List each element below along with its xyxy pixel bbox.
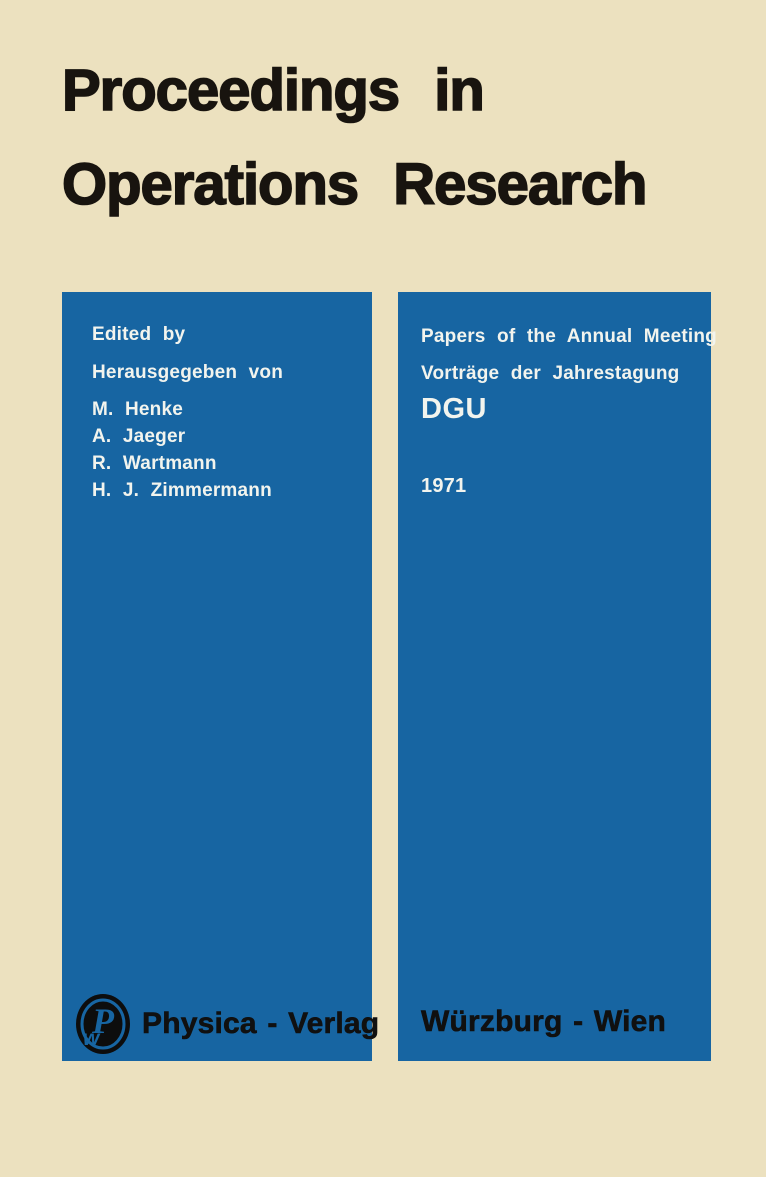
svg-text:P: P <box>92 1001 114 1041</box>
editor-name: R. Wartmann <box>92 453 217 474</box>
organization-acronym: DGU <box>421 393 487 425</box>
editor-name: H. J. Zimmermann <box>92 480 272 501</box>
publisher-location: Würzburg - Wien <box>421 1005 667 1038</box>
publisher-row <box>75 993 379 1055</box>
svg-text:w: w <box>83 1027 100 1050</box>
edited-by-label: Edited by <box>92 324 186 345</box>
publisher-name: Physica - Verlag <box>142 1007 380 1040</box>
title-line-2: Operations Research <box>62 152 647 217</box>
subtitle-english: Papers of the Annual Meeting <box>421 326 717 347</box>
herausgegeben-label: Herausgegeben von <box>92 362 284 383</box>
editors-panel <box>62 292 380 1061</box>
publisher-location-row <box>421 991 666 1053</box>
editor-name: A. Jaeger <box>92 426 186 447</box>
physica-verlag-logo-icon <box>75 993 131 1055</box>
meeting-year: 1971 <box>421 475 467 497</box>
editor-name: M. Henke <box>92 399 184 420</box>
subtitle-german: Vorträge der Jahrestagung <box>421 363 680 384</box>
meeting-panel <box>398 292 717 1061</box>
title-line-1: Proceedings in <box>62 58 484 123</box>
